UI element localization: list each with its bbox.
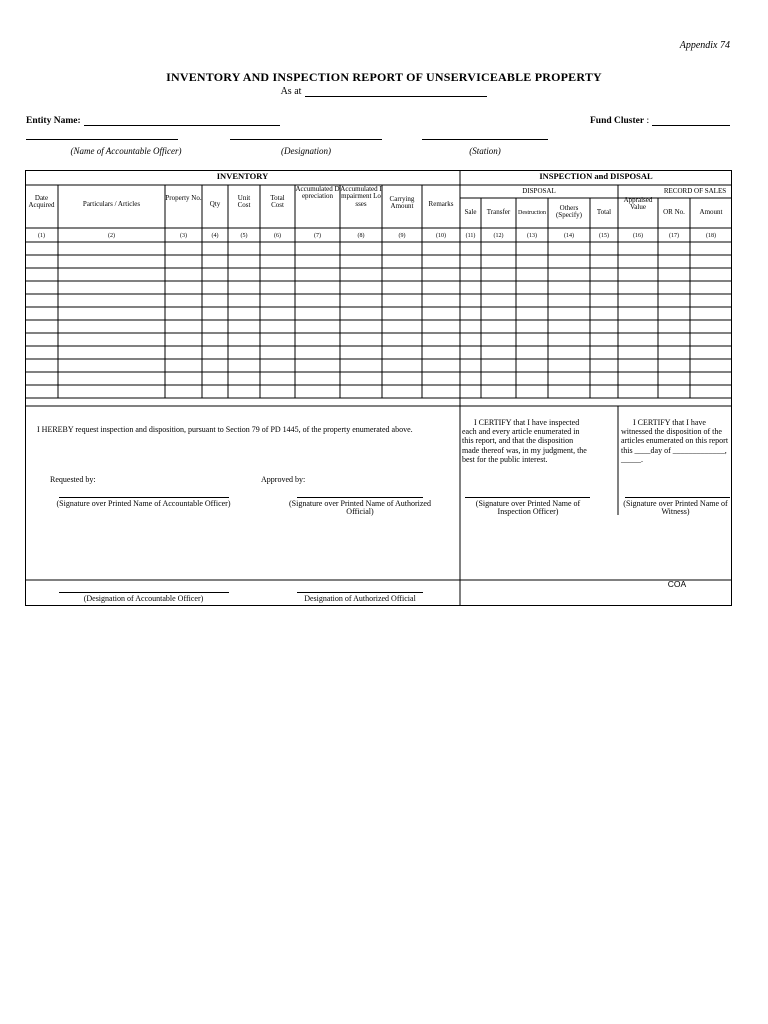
station-field[interactable]	[422, 139, 548, 140]
coa-label: COA	[667, 579, 687, 589]
section-inspection: INSPECTION and DISPOSAL	[539, 171, 653, 181]
inspection-signature-field[interactable]	[465, 497, 590, 498]
col-accum-impairment: Accumulated Impairment Losses	[340, 185, 382, 208]
col-others: Others (Specify)	[555, 204, 583, 220]
col-number: (15)	[599, 233, 609, 239]
fund-cluster-field[interactable]	[652, 116, 730, 126]
col-particulars: Particulars / Articles	[82, 200, 141, 208]
as-at-line	[0, 86, 768, 97]
col-number: (2)	[108, 233, 115, 239]
col-number: (11)	[465, 233, 476, 239]
accountable-signature-field[interactable]	[59, 497, 229, 498]
section-disposal: DISPOSAL	[522, 187, 556, 195]
col-destruction: Destruction	[518, 210, 546, 216]
col-number: (5)	[240, 233, 248, 239]
authorized-designation-field[interactable]	[297, 592, 423, 593]
officer-caption: (Name of Accountable Officer)	[70, 146, 182, 156]
col-number: (7)	[314, 233, 321, 239]
appendix-label: Appendix 74	[679, 40, 730, 51]
authorized-signature-caption: (Signature over Printed Name of Authorized Official)	[289, 499, 431, 517]
col-number: (12)	[493, 233, 504, 239]
designation-field[interactable]	[230, 139, 382, 140]
as-at-label: As at	[280, 86, 302, 97]
col-number: (18)	[706, 233, 716, 239]
col-number: (1)	[38, 233, 45, 239]
fund-cluster-row: Fund Cluster :	[590, 116, 730, 126]
authorized-designation-caption: Designation of Authorized Official	[304, 594, 416, 603]
col-amount: Amount	[699, 208, 723, 216]
report-table	[25, 170, 732, 606]
col-number: (8)	[357, 233, 365, 239]
col-number: (4)	[211, 233, 219, 239]
requested-by-label: Requested by:	[50, 475, 96, 484]
accountable-designation-caption: (Designation of Accountable Officer)	[83, 594, 204, 603]
col-number: (16)	[633, 233, 643, 239]
col-total-cost: Total Cost	[270, 194, 285, 210]
accountable-signature-caption: (Signature over Printed Name of Accountable Officer)	[56, 499, 231, 508]
col-sale: Sale	[464, 208, 477, 216]
officer-name-field[interactable]	[26, 139, 178, 140]
col-number: (13)	[527, 233, 537, 239]
col-unit-cost: Unit Cost	[237, 194, 251, 210]
certify-inspection-statement: I CERTIFY that I have inspected each and every article enumerated in this report, and that the disposition made thereof was, in my judgment, the best for the public interest.	[462, 418, 587, 464]
col-number: (9)	[398, 233, 406, 239]
witness-signature-caption: (Signature over Printed Name of Witness)	[623, 499, 728, 517]
inspection-signature-caption: (Signature over Printed Name of Inspection Officer)	[475, 499, 581, 517]
col-number: (10)	[436, 233, 446, 239]
col-total: Total	[596, 208, 612, 216]
entity-name-label: Entity Name	[26, 116, 78, 126]
col-number: (3)	[180, 233, 187, 239]
col-remarks: Remarks	[428, 200, 454, 208]
authorized-signature-field[interactable]	[297, 497, 423, 498]
designation-caption: (Designation)	[281, 146, 331, 156]
as-at-field[interactable]	[305, 87, 487, 97]
col-number: (6)	[274, 233, 281, 239]
col-date-acquired: Date Acquired	[28, 194, 55, 210]
col-transfer: Transfer	[486, 208, 511, 216]
accountable-designation-field[interactable]	[59, 592, 229, 593]
col-qty: Qty	[209, 200, 221, 208]
col-appraised-value: Appraised Value	[623, 196, 653, 212]
witness-signature-field[interactable]	[625, 497, 730, 498]
col-accum-depreciation: Accumulated Depreciation	[295, 185, 340, 201]
section-sales: RECORD OF SALES	[663, 187, 727, 195]
station-caption: (Station)	[469, 146, 501, 156]
col-number: (17)	[669, 233, 679, 239]
page-title: INVENTORY AND INSPECTION REPORT OF UNSERVICEABLE PROPERTY	[166, 70, 602, 84]
section-inventory: INVENTORY	[216, 171, 269, 181]
col-property-no: Property No.	[165, 194, 202, 202]
entity-name-row: Entity Name:	[26, 116, 280, 126]
fund-cluster-label: Fund Cluster	[590, 116, 645, 126]
col-carrying-amount: Carrying Amount	[389, 195, 415, 211]
entity-name-field[interactable]	[84, 116, 280, 126]
request-statement: I HEREBY request inspection and disposition, pursuant to Section 79 of PD 1445, of the property enumerated above.	[37, 425, 413, 434]
col-number: (14)	[564, 233, 574, 239]
certify-witness-statement: I CERTIFY that I have witnessed the disposition of the articles enumerated on this report this ____day of _____________, _____.	[621, 418, 729, 464]
col-or-no: OR No.	[663, 208, 685, 216]
approved-by-label: Approved by:	[261, 475, 306, 484]
